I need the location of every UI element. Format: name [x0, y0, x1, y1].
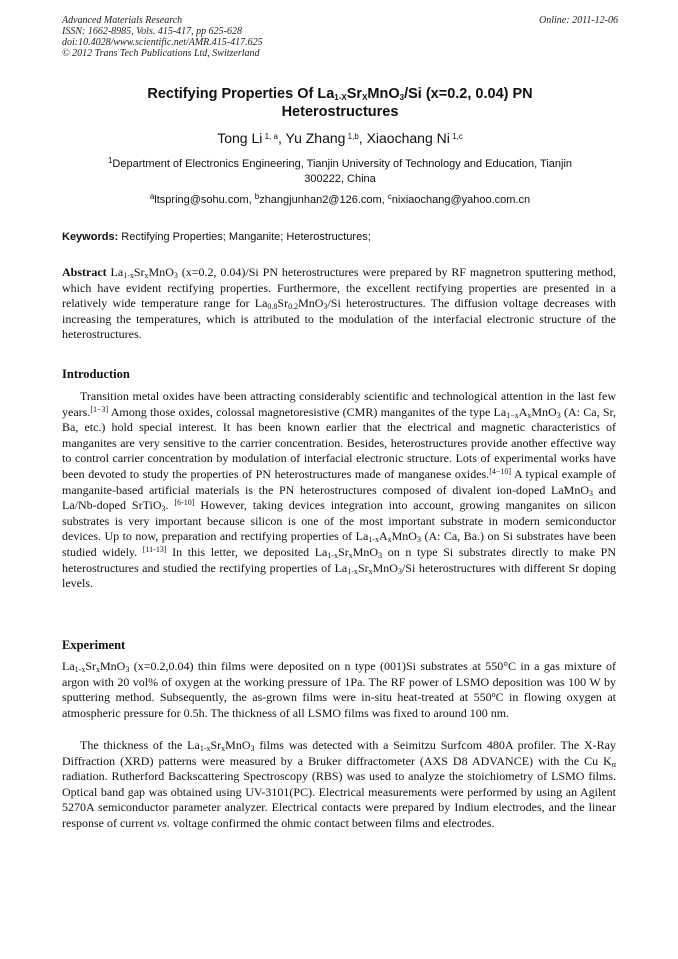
author-1: Tong Li	[217, 130, 263, 146]
paper-title: Rectifying Properties Of $La_{1-X}Sr_XMnO_3/Si$ (x=0.2, 0.04) PN Heterostructures	[147, 86, 533, 120]
author-3: Xiaochang Ni	[366, 130, 450, 146]
experiment-paragraph-1: $La_{1-x}Sr_xMnO_3$ (x=0.2,0.04) thin films were deposited on n type (001)Si substrates at 550°C in a gas mixture of argon with 20 vol% of oxygen at the working pressure of 1Pa. The RF power of LSMO deposition was 100 W by sputtering method. Subsequently, the as-grown films were in-situ heat-treated at 550$^o$C in flowing oxygen at atmospheric pressure for 0.5h. The thickness of all LSMO films was fixed to around 100 nm.	[62, 659, 617, 720]
author-list: Tong Li $^{1, a}$, Yu Zhang $^{1,b}$, Xiaochang Ni $^{1,c}$	[217, 130, 463, 146]
experiment-heading: Experiment	[62, 638, 126, 652]
author-2: Yu Zhang	[285, 130, 346, 146]
keywords: Keywords: Rectifying Properties; Manganite; Heterostructures;	[62, 231, 371, 243]
keywords-label: Keywords:	[62, 231, 119, 243]
journal-name: Advanced Materials Research	[62, 15, 183, 26]
abstract-label: Abstract	[62, 265, 107, 279]
online-date: Online: 2011-12-06	[539, 15, 618, 26]
copyright-line: © 2012 Trans Tech Publications Ltd, Switzerland	[62, 48, 260, 59]
introduction-heading: Introduction	[62, 367, 130, 381]
doi-line: doi:10.4028/www.scientific.net/AMR.415-417.625	[62, 37, 263, 48]
journal-header	[62, 15, 618, 59]
experiment-paragraph-2: The thickness of the $La_{1-x}Sr_xMnO_3$ films was detected with a Seimitzu Surfcom 480A profiler. The X-Ray Diffraction (XRD) patterns were measured by a Bruker diffractometer (AXS D8 ADVANCE) with the Cu $K_\alpha$ radiation. Rutherford Backscattering Spectroscopy (RBS) was used to analyze the stoichiometry of LSMO films. Optical band gap was obtained using UV-3101(PC). Electrical measurements were performed by using an Agilent 5270A semiconductor parameter analyzer. Electrical contacts were prepared by Indium electrodes, and the linear response of current vs. voltage confirmed the ohmic contact between films and electrodes.	[62, 738, 616, 830]
issn-line: ISSN: 1662-8985, Vols. 415-417, pp 625-628	[62, 26, 242, 37]
abstract: Abstract $La_{1-x}Sr_xMnO_3$ (x=0.2, 0.04)/Si PN heterostructures were prepared by RF magnetron sputtering method, which have evident rectifying properties. Furthermore, the excellent rectifying properties are presented in a relatively wide temperature range for $La_{0.8}Sr_{0.2}MnO_3/Si$ heterostructures. The diffusion voltage decreases with increasing the temperatures, which is attributed to the modulation of the interfacial electronic structure of the heterostructures.	[62, 265, 617, 342]
affiliation: $^1$Department of Electronics Engineering, Tianjin University of Technology and Education, Tianjin 300222, China	[107, 156, 573, 185]
introduction-paragraph: Transition metal oxides have been attracting considerably scientific and technological attention in the last few years.[1−3] Among those oxides, colossal magnetoresistive (CMR) manganites of the type $La_{1-x}A_xMnO_3$ (A: Ca, Sr, Ba, etc.) hold special interest. It has been known earlier that the electrical and magnetic characteristics of manganites are very sensitive to the carrier concentration. Besides, heterostructures provide another effective way to control carrier concentration by modulation of interfacial electronic structure. Lots of experimental works have been devoted to study the properties of PN heterostructures made of manganese oxides.[4−10] A typical example of manganite-based artificial materials is the PN heterostructures composed of divalent ion-doped LaMnO$_3$ and La/Nb-doped SrTiO$_3$. [6-10] However, taking devices integration into account, growing manganites on silicon substrates is very important because silicon is one of the most important substrate in modern semiconductor devices. Up to now, preparation and rectifying properties of $La_{1-x}A_xMnO_3$ (A: Ca, Ba.) on Si substrates have been studied widely. [11-13] In this letter, we deposited $La_{1-x}Sr_xMnO_3$ on n type Si substrates directly to make PN heterostructures and studied the rectifying properties of $La_{1-x}Sr_xMnO_3/Si$ heterostructures with different Sr doping levels.	[62, 389, 617, 591]
author-emails: $^a$ltspring@sohu.com, $^b$zhangjunhan2@126.com, $^c$nixiaochang@yahoo.com.cn	[149, 192, 531, 206]
